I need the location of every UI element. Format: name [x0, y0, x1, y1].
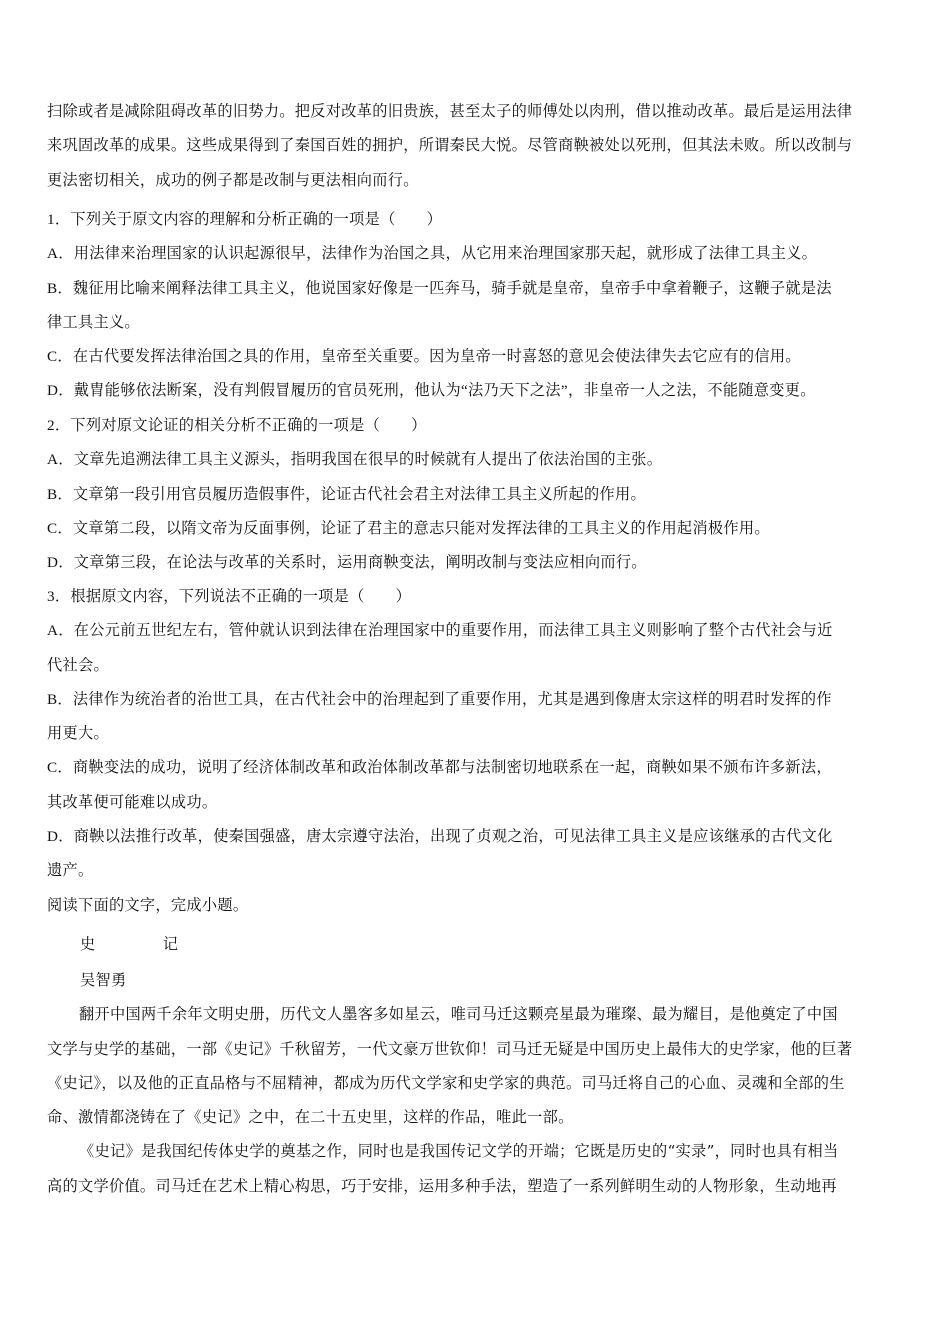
option-d: D．文章第三段，在论法与改革的关系时，运用商鞅变法，阐明改制与变法应相向而行。	[47, 554, 647, 572]
option-d-cont: 遗产。	[47, 862, 94, 880]
option-c: C．文章第二段，以隋文帝为反面事例，论证了君主的意志只能对发挥法律的工具主义的作用起消极作用。	[47, 519, 770, 537]
question-stem: 1．下列关于原文内容的理解和分析正确的一项是（ ）	[47, 211, 443, 228]
paragraph-line: 《史记》是我国纪传体史学的奠基之作，同时也是我国传记文学的开端；它既是历史的“实录”，同时也具有相当	[79, 1142, 839, 1161]
option-a: A．用法律来治理国家的认识起源很早，法律作为治国之具，从它用来治理国家那天起，就形成了法律工具主义。	[47, 245, 818, 263]
paragraph-line: 命、激情都浇铸在了《史记》之中，在二十五史里，这样的作品，唯此一部。	[47, 1108, 574, 1127]
question-stem: 2．下列对原文论证的相关分析不正确的一项是（ ）	[47, 417, 427, 434]
question-2	[47, 409, 907, 580]
article-title-char: 记	[162, 936, 178, 953]
option-d: D．商鞅以法推行改革，使秦国强盛，唐太宗遵守法治，出现了贞观之治，可见法律工具主义是应该继承的古代文化	[47, 828, 833, 846]
article-title-char: 史	[80, 936, 96, 953]
option-a: A．文章先追溯法律工具主义源头，指明我国在很早的时候就有人提出了依法治国的主张。	[47, 451, 663, 469]
option-c: C．商鞅变法的成功，说明了经济体制改革和政治体制改革都与法制密切地联系在一起，商鞅如果不颁布许多新法，	[47, 759, 832, 777]
option-b: B．文章第一段引用官员履历造假事件，论证古代社会君主对法律工具主义所起的作用。	[47, 485, 646, 503]
question-3	[47, 580, 907, 923]
article-body	[47, 963, 907, 1203]
option-b: B．魏征用比喻来阐释法律工具主义，他说国家好像是一匹奔马，骑手就是皇帝，皇帝手中拿着鞭子，这鞭子就是法	[47, 279, 832, 297]
option-a-cont: 代社会。	[47, 656, 109, 674]
article-author: 吴智勇	[80, 971, 127, 989]
question-stem: 3．根据原文内容，下列说法不正确的一项是（ ）	[47, 588, 412, 605]
passage-line: 扫除或者是减除阻碍改革的旧势力。把反对改革的旧贵族，甚至太子的师傅处以肉刑，借以推动改革。最后是运用法律	[47, 102, 853, 120]
option-b: B．法律作为统治者的治世工具，在古代社会中的治理起到了重要作用，尤其是遇到像唐太宗这样的明君时发挥的作	[47, 690, 832, 708]
article-title	[80, 933, 178, 954]
option-d: D．戴胄能够依法断案，没有判假冒履历的官员死刑，他认为“法乃天下之法”，非皇帝一人之法，不能随意变更。	[47, 382, 816, 400]
paragraph-line: 文学与史学的基础，一部《史记》千秋留芳，一代文豪万世钦仰！司马迁无疑是中国历史上最伟大的史学家，他的巨著	[47, 1039, 853, 1058]
passage-line: 更法密切相关，成功的例子都是改制与更法相向而行。	[47, 170, 419, 189]
option-c-cont: 其改革便可能难以成功。	[47, 793, 218, 811]
passage-tail	[47, 94, 907, 197]
option-a: A．在公元前五世纪左右，管仲就认识到法律在治理国家中的重要作用，而法律工具主义则影响了整个古代社会与近	[47, 622, 833, 640]
question-1	[47, 203, 907, 409]
paragraph-line: 翻开中国两千余年文明史册，历代文人墨客多如星云，唯司马迁这颗亮星最为璀璨、最为耀目，是他奠定了中国	[79, 1005, 838, 1024]
option-b-cont: 用更大。	[47, 725, 109, 743]
option-b-cont: 律工具主义。	[47, 313, 140, 331]
passage-line: 来巩固改革的成果。这些成果得到了秦国百姓的拥护，所谓秦民大悦。尽管商鞅被处以死刑，但其法未败。所以改制与	[47, 136, 853, 155]
reading-instruction: 阅读下面的文字，完成小题。	[47, 896, 249, 914]
paragraph-line: 《史记》，以及他的正直品格与不屈精神，都成为历代文学家和史学家的典范。司马迁将自己的心血、灵魂和全部的生	[47, 1073, 845, 1092]
option-c: C．在古代要发挥法律治国之具的作用，皇帝至关重要。因为皇帝一时喜怒的意见会使法律失去它应有的信用。	[47, 348, 801, 366]
paragraph-line: 高的文学价值。司马迁在艺术上精心构思，巧于安排，运用多种手法，塑造了一系列鲜明生动的人物形象，生动地再	[47, 1176, 837, 1195]
